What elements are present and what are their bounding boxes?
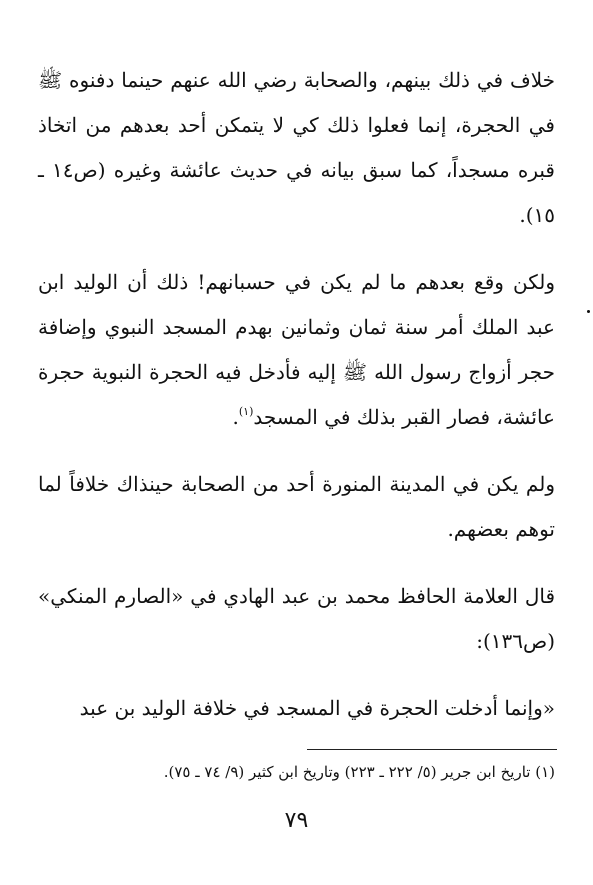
paragraph-1: خلاف في ذلك بينهم، والصحابة رضي الله عنهم حينما دفنوه ﷺ في الحجرة، إنما فعلوا ذلك كي لا يتمكن أحد بعدهم من اتخاذ قبره مسجداً، كما سبق بيانه في حديث عائشة وغيره (ص١٤ ـ ١٥). (38, 68, 555, 227)
page-number: ٧٩ (284, 808, 309, 833)
paragraph-3: ولم يكن في المدينة المنورة أحد من الصحابة حينذاك خلافاً لما توهم بعضهم. (38, 472, 555, 541)
paragraph-4: قال العلامة الحافظ محمد بن عبد الهادي في «الصارم المنكي» (ص١٣٦): (38, 584, 555, 653)
footnote-reference: (١) (238, 405, 254, 418)
main-text (38, 58, 555, 731)
paragraph-2 (38, 260, 555, 440)
paragraph-2-text: ولكن وقع بعدهم ما لم يكن في حسبانهم! ذلك أن الوليد ابن عبد الملك أمر سنة ثمان وثمانين بهدم المسجد النبوي وإضافة حجر أزواج رسول الله ﷺ إليه فأدخل فيه الحجرة النبوية حجرة عائشة، فصار القبر بذلك في المسجد (38, 270, 555, 429)
paragraph-5: «وإنما أدخلت الحجرة في المسجد في خلافة الوليد بن عبد (79, 696, 555, 720)
footnote-divider (307, 749, 557, 750)
paragraph-2-end: . (232, 405, 239, 429)
footnote-text: (١) تاريخ ابن جرير (٥/ ٢٢٢ ـ ٢٢٣) وتاريخ ابن كثير (٩/ ٧٤ ـ ٧٥). (163, 763, 555, 781)
